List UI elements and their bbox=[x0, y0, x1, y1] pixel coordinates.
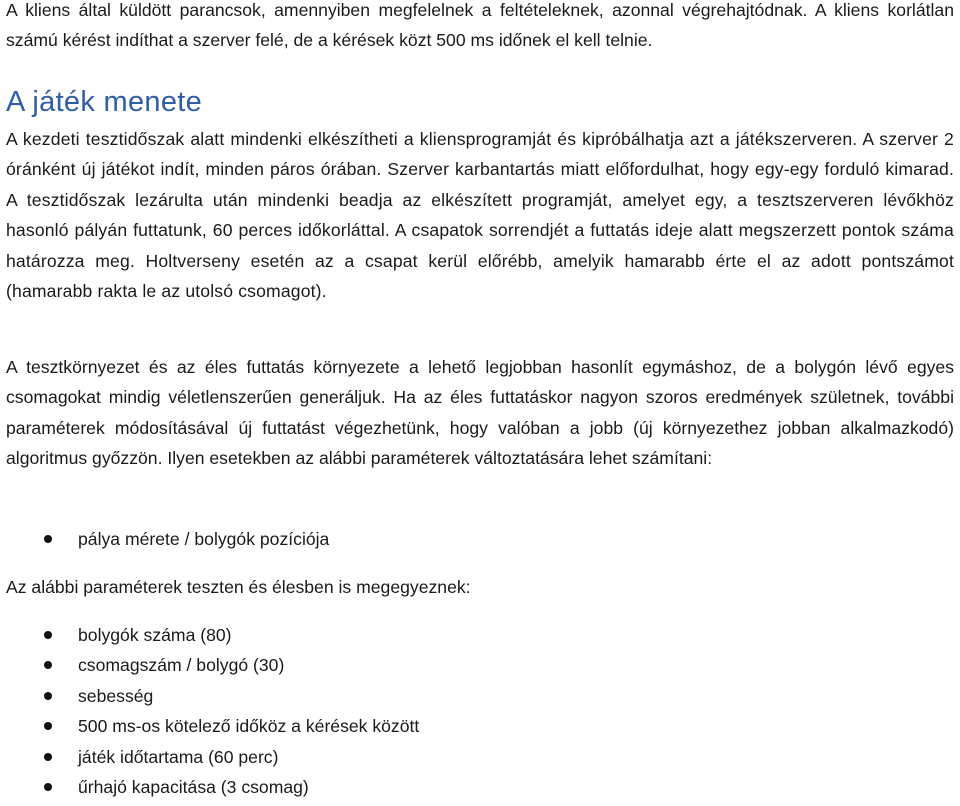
list-item bbox=[6, 772, 954, 802]
list-item-label: játék időtartama (60 perc) bbox=[78, 746, 279, 767]
list-item bbox=[6, 742, 954, 772]
list-item-label: sebesség bbox=[78, 685, 154, 706]
bullet-icon bbox=[44, 631, 52, 639]
variable-parameters-list bbox=[6, 524, 954, 554]
list-item-label: űrhajó kapacitása (3 csomag) bbox=[78, 776, 309, 797]
list-item-label: csomagszám / bolygó (30) bbox=[78, 655, 285, 676]
bullet-icon bbox=[44, 783, 52, 791]
environment-paragraph: A tesztkörnyezet és az éles futtatás környezete a lehető legjobban hasonlít egymáshoz, de a bolygón lévő egyes csomagokat mindig véletlenszerűen generáljuk. Ha az éles futtatáskor nagyon szoros eredmények születnek, további paraméterek módosításával új futtatást végezhetünk, hogy valóban a jobb (új környezethez jobban alkalmazkodó) algoritmus győzzön. Ilyen esetekben az alábbi paraméterek változtatására lehet számítani: bbox=[6, 357, 954, 469]
list-item bbox=[6, 711, 954, 741]
list-item-label: pálya mérete / bolygók pozíciója bbox=[78, 529, 330, 549]
list-item-label: bolygók száma (80) bbox=[78, 625, 232, 645]
intro-paragraph: A kliens által küldött parancsok, amennyiben megfelelnek a feltételeknek, azonnal végrehajtódnak. A kliens korlátlan számú kérést indíthat a szerver felé, de a kérések közt 500 ms időnek el kell telnie. bbox=[6, 0, 954, 51]
fixed-parameters-list bbox=[6, 620, 954, 802]
bullet-icon bbox=[44, 661, 52, 669]
fixed-parameters-intro: Az alábbi paraméterek teszten és élesben is megegyeznek: bbox=[6, 577, 471, 597]
list-item-label: 500 ms-os kötelező időköz a kérések között bbox=[78, 716, 420, 737]
bullet-icon bbox=[44, 753, 52, 761]
bullet-icon bbox=[44, 535, 52, 543]
section-heading: A játék menete bbox=[6, 86, 203, 118]
list-item bbox=[6, 620, 954, 650]
list-item bbox=[6, 524, 954, 554]
list-item bbox=[6, 681, 954, 711]
list-item bbox=[6, 650, 954, 680]
game-flow-paragraph: A kezdeti tesztidőszak alatt mindenki elkészítheti a kliensprogramját és kipróbálhatja azt a játékszerveren. A szerver 2 óránként új játékot indít, minden páros órában. Szerver karbantartás miatt előfordulhat, hogy egy-egy forduló kimarad. A tesztidőszak lezárulta után mindenki beadja az elkészített programját, amelyet egy, a tesztszerveren lévőkhöz hasonló pályán futtatunk, 60 perces időkorláttal. A csapatok sorrendjét a futtatás ideje alatt megszerzett pontok száma határozza meg. Holtverseny esetén az a csapat kerül előrébb, amelyik hamarabb érte el az adott pontszámot (hamarabb rakta le az utolsó csomagot). bbox=[6, 129, 954, 302]
bullet-icon bbox=[44, 692, 52, 700]
bullet-icon bbox=[44, 722, 52, 730]
